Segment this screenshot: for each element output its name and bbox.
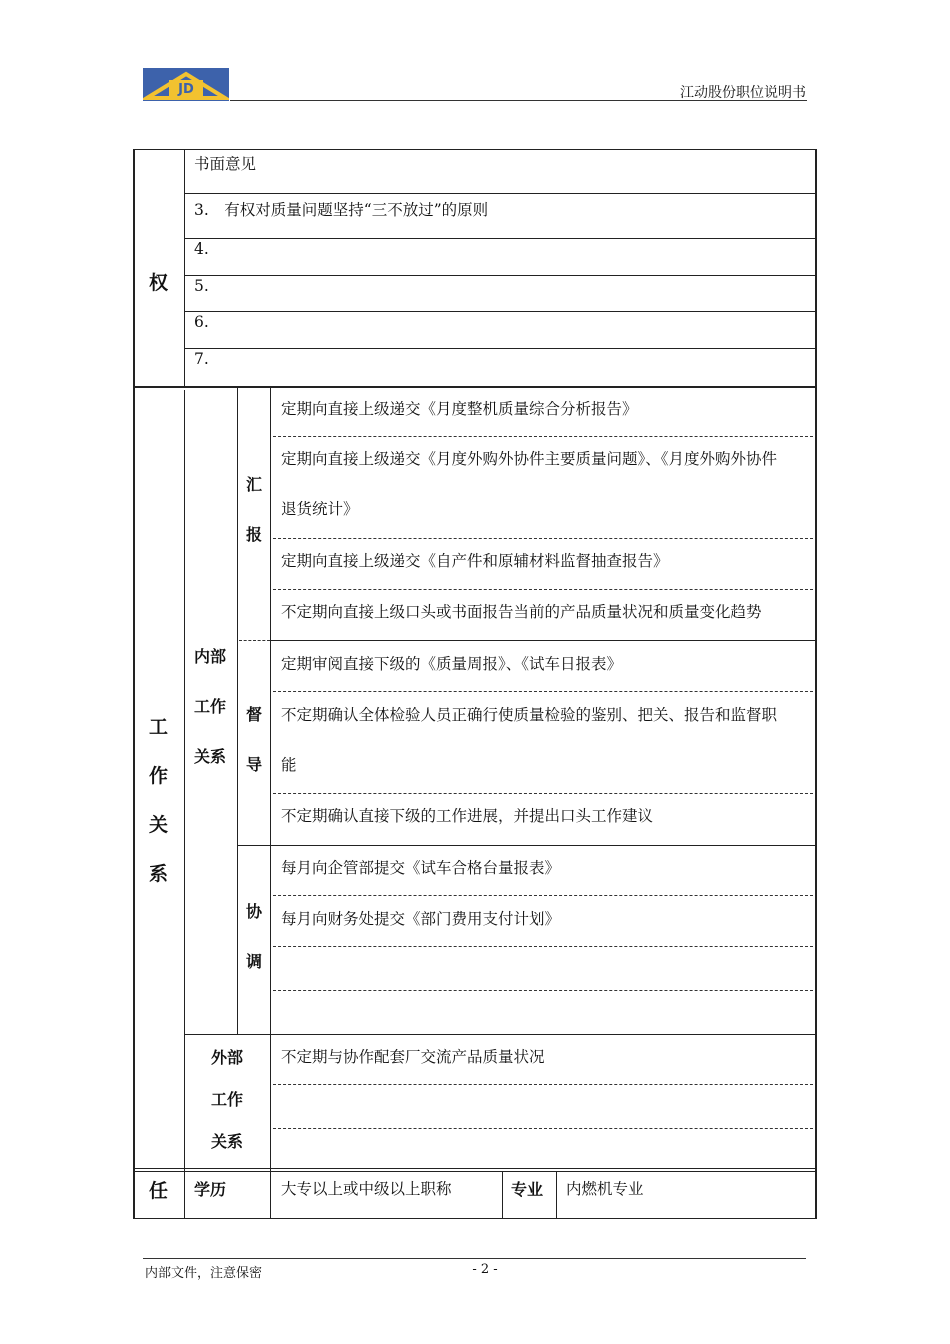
work-relations-label-4: 系 [149,863,169,885]
report-label-2: 报 [246,525,263,544]
rights-row-5: 5. [194,277,209,295]
supervise-label-1: 督 [246,705,263,724]
supervise-item-2-cont: 能 [281,756,297,774]
supervise-item-2: 不定期确认全体检验人员正确行使质量检验的鉴别、把关、报告和监督职 [281,706,778,724]
qualification-label: 任 [149,1180,169,1202]
rights-row-1: 书面意见 [194,155,257,173]
report-item-3: 定期向直接上级递交《自产件和原辅材料监督抽查报告》 [281,552,669,570]
major-label: 专业 [511,1180,544,1199]
supervise-item-1: 定期审阅直接下级的《质量周报》、《试车日报表》 [281,655,623,673]
rights-row-4: 4. [194,240,209,258]
education-label: 学历 [194,1180,227,1199]
education-value: 大专以上或中级以上职称 [281,1180,452,1198]
supervise-item-3: 不定期确认直接下级的工作进展，并提出口头工作建议 [281,807,654,825]
footer-confidential: 内部文件，注意保密 [145,1266,263,1281]
coordinate-label-1: 协 [246,902,263,921]
rights-row-3: 3. 有权对质量问题坚持“三不放过”的原则 [194,201,489,219]
rights-label: 权 [149,272,169,294]
table-bottom-border [134,1218,816,1219]
company-logo [143,68,229,101]
table-top-border [134,149,816,150]
external-label-2: 工作 [211,1090,244,1109]
rights-row-6: 6. [194,313,209,331]
internal-label-1: 内部 [194,647,227,666]
table-left-border [133,149,135,1219]
logo-text: JD [178,82,194,97]
external-label-3: 关系 [211,1132,244,1151]
major-value: 内燃机专业 [566,1180,644,1198]
report-item-4: 不定期向直接上级口头或书面报告当前的产品质量状况和质量变化趋势 [281,603,762,621]
internal-label-2: 工作 [194,697,227,716]
footer-rule [143,1258,806,1259]
page-number: - 2 - [472,1262,498,1277]
header-title: 江动股份职位说明书 [680,85,806,101]
coordinate-item-2: 每月向财务处提交《部门费用支付计划》 [281,910,561,928]
report-item-2: 定期向直接上级递交《月度外购外协件主要质量问题》、《月度外购外协件 [281,450,778,468]
coordinate-item-1: 每月向企管部提交《试车合格台量报表》 [281,859,561,877]
report-item-2-cont: 退货统计》 [281,500,359,518]
internal-label-3: 关系 [194,747,227,766]
work-relations-label-1: 工 [149,716,169,738]
report-label-1: 汇 [246,475,263,494]
work-relations-label-2: 作 [149,765,169,787]
supervise-label-2: 导 [246,755,263,774]
external-item-1: 不定期与协作配套厂交流产品质量状况 [281,1048,545,1066]
rights-row-7: 7. [194,350,209,368]
work-relations-label-3: 关 [149,814,169,836]
coordinate-label-2: 调 [246,952,263,971]
external-label-1: 外部 [211,1048,244,1067]
table-right-border [815,149,817,1219]
report-item-1: 定期向直接上级递交《月度整机质量综合分析报告》 [281,400,638,418]
